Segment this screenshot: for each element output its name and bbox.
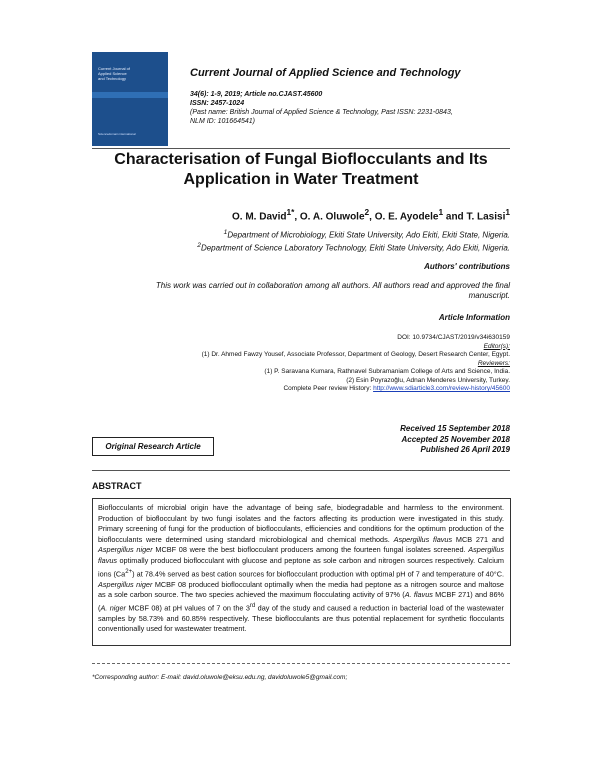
author-sup: 1 [438, 207, 444, 217]
affiliation-sup: 1 [223, 229, 228, 236]
article-title [92, 150, 510, 190]
received-date: Received 15 September 2018 [400, 424, 510, 433]
author-sup: 2 [364, 207, 370, 217]
cover-band [92, 92, 168, 98]
review-history [92, 385, 510, 394]
affiliation-text: Department of Microbiology, Ekiti State University, Ado Ekiti, Ekiti State, Nigeria. [227, 230, 510, 240]
affiliation [92, 241, 510, 254]
corresponding-author-footnote: *Corresponding author: E-mail: david.oluwole@eksu.edu.ng, davidoluwole5@gmail.com; [92, 674, 348, 681]
section-divider [92, 470, 510, 471]
abstract-heading: ABSTRACT [92, 481, 142, 491]
article-info-heading: Article Information [438, 313, 510, 322]
cover-title-line: Applied Science [98, 71, 127, 76]
abstract-text: ) at 78.4% served as best cation sources for bioflocculant production with optimal pH of 7 and temperature of 40°C. [132, 568, 504, 578]
journal-name: Current Journal of Applied Science and Technology [190, 67, 461, 79]
reviewer-entry: (1) P. Saravana Kumara, Rathnavel Subramaniam College of Arts and Science, India. [264, 368, 510, 375]
journal-meta [190, 90, 453, 126]
species-name: Aspergillus flavus [98, 545, 504, 565]
abstract-text: MCBF 08 produced bioflocculant optimally when the media had peptone as a nitrogen source and maltose as a sole carbon source. The two species achieved the maximum flocculating activity of 97% ( [98, 579, 504, 600]
reviewers-label: Reviewers: [477, 359, 510, 367]
journal-nlm: NLM ID: 101664541) [190, 118, 255, 125]
journal-issue: 34(6): 1-9, 2019; Article no.CJAST.45600 [190, 91, 323, 98]
footnote-divider [92, 663, 510, 664]
review-history-link[interactable]: http://www.sdiarticle3.com/review-history/45600 [373, 385, 510, 392]
editors-label: Editor(s): [483, 342, 510, 350]
abstract-text: day of the study and caused a reduction in bacterial load of the wastewater samples by 58.73% and 60.85% respectively. These bioflocculants are thus potential replacement for synthetic flocculants conventionally used for wastewater treatment. [98, 603, 504, 634]
cover-title-line: and Technology [98, 76, 126, 81]
abstract-text: MCBF 08 were the best bioflocculant producers among the fourteen fungal isolates screened. [152, 545, 469, 555]
affiliations [92, 228, 510, 253]
contributions-line: manuscript. [468, 291, 510, 300]
species-name: Aspergillus flavus [393, 534, 453, 544]
abstract-paragraph [98, 503, 504, 635]
author-sup: 1* [286, 207, 295, 217]
journal-past-name: (Past name: British Journal of Applied Science & Technology, Past ISSN: 2231-0843, [190, 109, 453, 116]
article-title-line: Characterisation of Fungal Bioflocculants and Its [114, 151, 488, 168]
species-name: A. niger [100, 603, 126, 613]
journal-cover-image [92, 52, 168, 146]
affiliation-sup: 2 [197, 241, 201, 249]
species-name: Aspergillus niger [98, 579, 153, 589]
superscript: 2+ [125, 567, 133, 575]
abstract-text: Bioflocculants of microbial origin have the advantage of being safe, biodegradable and harmless to the environment. Production of bioflocculant by two fungi isolates and the factors affecting its production were investigated in this study. Primary screening of fungi for the production of bioflocculants, efficiencies and conditions for the optimum production of the bioflocculants were determined using standard microbiological and chemical methods. [98, 503, 504, 544]
author-sup: 1 [505, 207, 510, 217]
abstract-text: optimally produced bioflocculant with glucose and peptone as sole carbon and nitrogen sources respectively. Calcium ions (Ca [98, 555, 504, 578]
article-title-line: Application in Water Treatment [183, 171, 419, 188]
contributions-text [92, 281, 510, 301]
article-info [92, 334, 510, 394]
cover-title-line: Current Journal of [98, 66, 131, 71]
abstract-text: MCBF 271) and 86% ( [98, 590, 504, 613]
article-dates [300, 424, 510, 456]
author-list: O. M. David$^{1*}$, O. A. Oluwole$^2$, O. E. Ayodele$^1$ and T. Lasisi$^1$ [232, 207, 510, 223]
accepted-date: Accepted 25 November 2018 [401, 434, 510, 444]
review-history-label: Complete Peer review History: [283, 385, 374, 392]
author-name: T. Lasisi [466, 211, 506, 223]
contributions-heading: Authors' contributions [424, 262, 510, 271]
abstract-text: MCB 271 and [452, 534, 504, 544]
cover-publisher: Sciencedomain international [98, 132, 136, 136]
header-divider [92, 148, 510, 149]
species-name: Aspergillus niger [98, 545, 153, 555]
abstract-box [92, 498, 511, 646]
affiliation-text: Department of Science Laboratory Technology, Ekiti State University, Ado Ekiti, Nigeria. [200, 243, 510, 253]
contributions-line: This work was carried out in collaboration among all authors. All authors read and approved the final [155, 281, 510, 290]
article-type-badge: Original Research Article [92, 437, 214, 456]
superscript: rd [249, 601, 256, 609]
doi: DOI: 10.9734/CJAST/2019/v34i630159 [397, 334, 510, 341]
author-name: O. A. Oluwole [299, 211, 365, 223]
published-date: Published 26 April 2019 [420, 445, 510, 454]
journal-issn: ISSN: 2457-1024 [190, 100, 245, 107]
affiliation [92, 228, 510, 241]
species-name: A. flavus [404, 590, 433, 600]
cover-title [98, 66, 160, 81]
reviewer-entry: (2) Esin Poyrazoğlu, Adnan Menderes University, Turkey. [346, 376, 510, 384]
editor-entry: (1) Dr. Ahmed Fawzy Yousef, Associate Professor, Department of Geology, Desert Research Center, Egypt. [201, 351, 510, 358]
abstract-text: MCBF 08) at pH values of 7 on the 3 [125, 603, 250, 613]
author-name: O. M. David [232, 211, 287, 223]
author-name: O. E. Ayodele [374, 211, 439, 223]
